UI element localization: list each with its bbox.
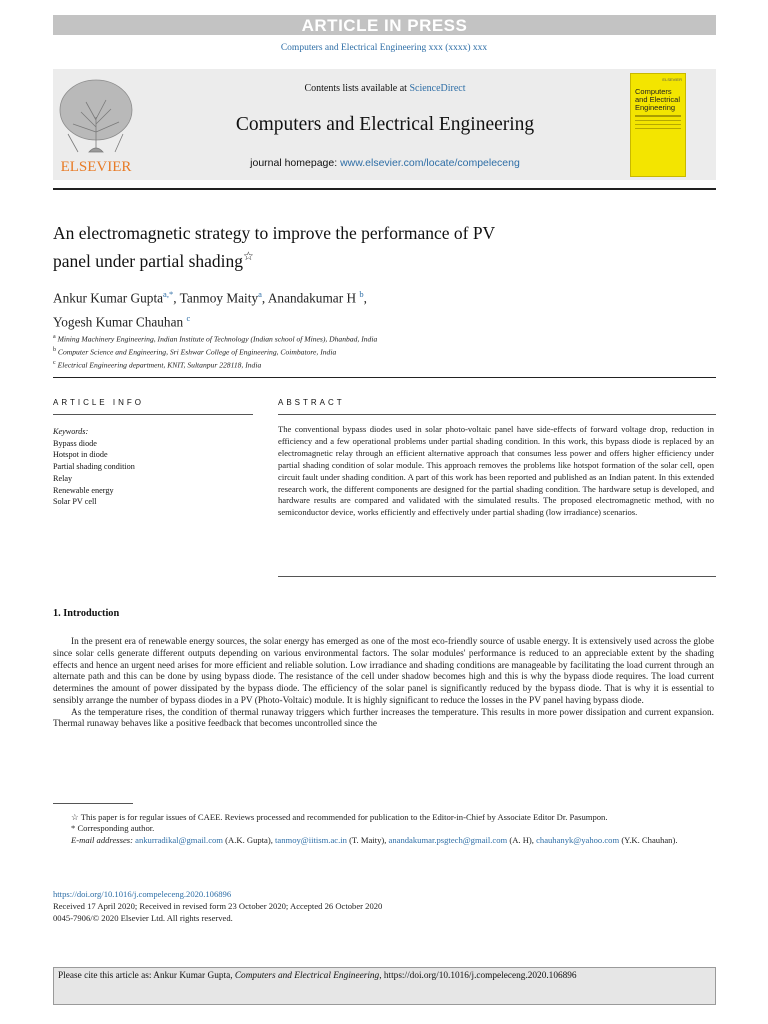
email-link[interactable]: anandakumar.psgtech@gmail.com [388, 834, 508, 845]
author-name[interactable]: Ankur Kumar Gupta [53, 290, 164, 306]
journal-cover-thumbnail[interactable] [630, 73, 686, 177]
affiliations [53, 332, 653, 371]
author-name[interactable]: Tanmoy Maity [179, 290, 259, 306]
author-list: Ankur Kumar Gupta$^{a,*}$, Tanmoy Maity$^a$, Anandakumar H $^b$, Yogesh Kumar Chauhan $^c$ [53, 289, 367, 330]
cover-text-line [635, 120, 681, 121]
section-heading-introduction: 1. Introduction [53, 608, 120, 619]
cover-divider [635, 115, 681, 117]
abstract-text: The conventional bypass diodes used in solar photo-voltaic panel have side-effects of forward voltage drop, reduction in efficiency and a few operational problems under partial shading condition. In this work, this bypass diode is replaced by an electromagnetic relay through an efficient alternative approach that consumes less power and offers higher efficiency under partial shading condition of solar module. This approach removes the problems like hotspot formation of the solar cell, open circuit fault under shading condition. A part of this work has been reported and published as an Indian patent. In this extended research work, the different components are designed for the partial shading condition. The hardware setup is developed, and hardware results are compared and validated with the simulated results. The proposed electromagnetic method, with no semiconductor device, works efficiently and effectively under partial shading (low irradiance) scenarios. [278, 424, 714, 518]
author-name[interactable]: Yogesh Kumar Chauhan [53, 314, 184, 330]
keywords-block [53, 426, 233, 508]
introduction-body [53, 637, 714, 731]
author-name[interactable]: Anandakumar H [267, 290, 357, 306]
keyword[interactable]: Partial shading condition [53, 462, 135, 472]
keyword[interactable]: Bypass diode [53, 438, 97, 448]
footnote-star: ☆ This paper is for regular issues of CAEE. Reviews processed and recommended for publication to the Editor-in-Chief by Associate Editor Dr. Pasumpon. [71, 812, 608, 822]
cover-title: Computers and Electrical Engineering [635, 87, 681, 112]
sciencedirect-link[interactable]: ScienceDirect [409, 83, 466, 94]
homepage-link[interactable]: www.elsevier.com/locate/compeleceng [340, 157, 520, 169]
journal-reference[interactable]: Computers and Electrical Engineering xxx (xxxx) xxx [280, 43, 488, 53]
keyword[interactable]: Solar PV cell [53, 497, 97, 507]
footnote-emails: E-mail addresses: ankurradikal@gmail.com (A.K. Gupta), tanmoy@iitism.ac.in (T. Maity), anandakumar.psgtech@gmail.com (A. H), chauhanyk@yahoo.com (Y.K. Chauhan). [71, 834, 678, 845]
email-link[interactable]: tanmoy@iitism.ac.in [275, 834, 347, 845]
keyword[interactable]: Hotspot in diode [53, 450, 108, 460]
cover-text-line [635, 128, 681, 129]
cover-publisher: ELSEVIER [662, 77, 682, 82]
affiliation: $^a$ Mining Machinery Engineering, Indian Institute of Technology (Indian school of Mines), Dhanbad, India [53, 334, 378, 344]
paragraph: In the present era of renewable energy sources, the solar energy has emerged as one of the most eco-friendly source of usable energy. It is extensively used across the globe since solar cells generate different outputs depending on various environmental factors. The solar modules' performance is reduced to an appreciable extent by the shading effects and hence an urgent need arises for more efficient and reliable solution. Low irradiance and shading conditions are manageable by facilitating the load current through an alternate path and this can be done by using bypass diode. The resistance of the cell under shadow becomes high and this is why the bypass diode requires. The load current determines the amount of power dissipated by the bypass diode. The efficiency of the solar panel is significantly reduced by the bypass diode. That is why it is essential to sensibly arrange the number of bypass diodes in a PV (Photo-Voltaic) module. It is highly significant to reduce the losses in the PV panel having bypass diode. [53, 637, 714, 706]
paragraph: As the temperature rises, the condition of thermal runaway triggers which further increases the temperature. This results in more power dissipation and current expansion. Thermal runaway behaves like a positive feedback that becomes uncontrolled since the [53, 707, 714, 730]
footnote-corresponding: * Corresponding author. [71, 823, 155, 834]
footnote-rule [53, 803, 133, 804]
keyword[interactable]: Relay [53, 473, 73, 483]
title-footnote-mark[interactable]: ☆ [243, 249, 254, 263]
elsevier-wordmark: ELSEVIER [60, 159, 132, 175]
keyword[interactable]: Renewable energy [53, 485, 114, 495]
footnotes [53, 812, 714, 846]
doi-link[interactable]: https://doi.org/10.1016/j.compeleceng.2020.106896 [53, 889, 232, 899]
article-in-press-banner: ARTICLE IN PRESS [53, 15, 716, 35]
header-rule [53, 188, 716, 190]
tree-icon [60, 80, 132, 152]
section-rule [53, 377, 716, 378]
abstract-rule [278, 414, 716, 415]
article-info-heading: ARTICLE INFO [53, 398, 144, 407]
abstract-end-rule [278, 576, 716, 577]
copyright: 0045-7906/© 2020 Elsevier Ltd. All rights reserved. [53, 913, 233, 923]
journal-homepage: journal homepage: www.elsevier.com/locate/compeleceng [250, 157, 520, 169]
abstract-heading: ABSTRACT [278, 398, 345, 407]
keywords-label: Keywords: [53, 427, 89, 436]
email-link[interactable]: chauhanyk@yahoo.com [536, 834, 620, 845]
contents-lists: Contents lists available at ScienceDirect [304, 83, 466, 94]
publication-info [53, 888, 714, 924]
citation-box[interactable]: Please cite this article as: Ankur Kumar Gupta, Computers and Electrical Engineering, https://doi.org/10.1016/j.compeleceng.2020.106896 [53, 967, 716, 1005]
email-link[interactable]: ankurradikal@gmail.com [135, 834, 223, 845]
affiliation: $^b$ Computer Science and Engineering, Sri Eshwar College of Engineering, Coimbatore, India [53, 347, 337, 357]
article-info-rule [53, 414, 253, 415]
received-dates: Received 17 April 2020; Received in revised form 23 October 2020; Accepted 26 October 2020 [53, 901, 383, 911]
elsevier-logo [53, 72, 139, 178]
article-title: An electromagnetic strategy to improve the performance of PV panel under partial shading☆ [53, 223, 496, 271]
journal-title: Computers and Electrical Engineering [235, 114, 535, 135]
cover-text-line [635, 124, 681, 125]
affiliation: $^c$ Electrical Engineering department, KNIT, Sultanpur 228118, India [53, 360, 262, 370]
